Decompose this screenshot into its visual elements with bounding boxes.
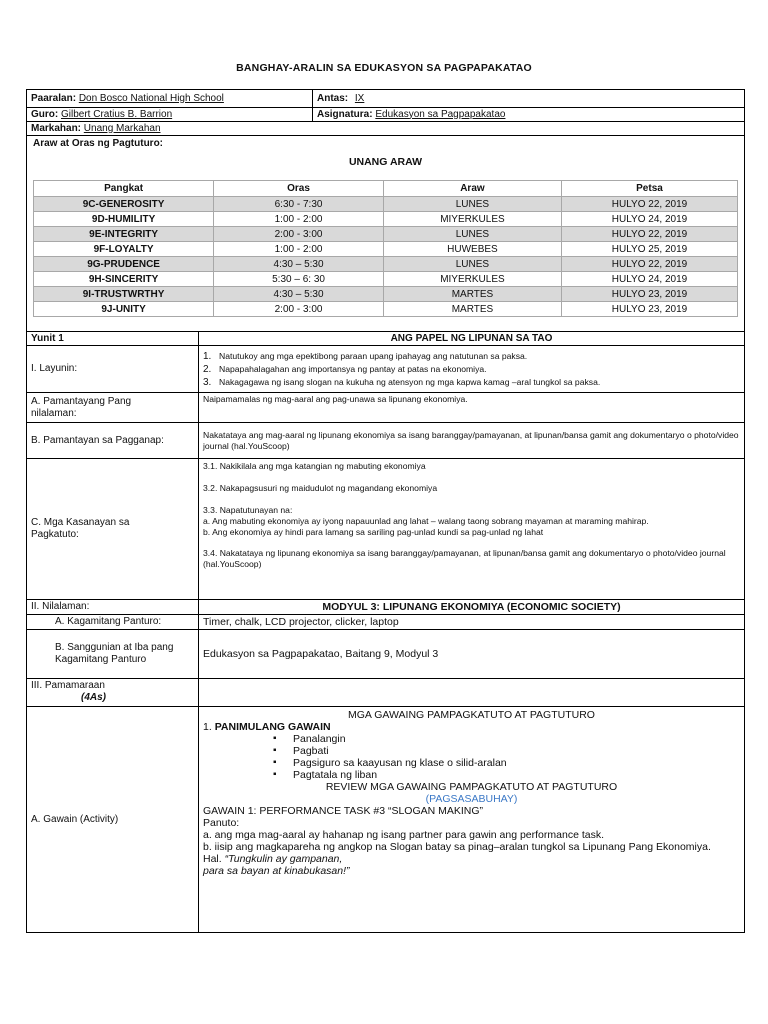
pamantayan-pagganap-text: Nakatataya ang mag-aaral ng lipunang ekonomiya sa isang baranggay/pamayanan, at lipunan/bansa gamit ang dokumentaryo o photo/video journal (hal.YouScoop): [199, 423, 745, 459]
kagamitan-text: Timer, chalk, LCD projector, clicker, laptop: [199, 615, 745, 630]
sanggunian-text: Edukasyon sa Pagpapakatao, Baitang 9, Modyul 3: [199, 630, 745, 679]
guro-label: Guro:: [31, 108, 59, 120]
col-header-pangkat: Pangkat: [34, 181, 214, 197]
pamantayang-nilalaman-label: A. Pamantayang Pang nilalaman:: [27, 393, 199, 423]
asignatura-value: Edukasyon sa Pagpapakatao: [375, 108, 506, 120]
kasanayan-label: C. Mga Kasanayan sa Pagkatuto:: [27, 459, 199, 600]
layunin-row: [27, 346, 745, 393]
asignatura-label: Asignatura:: [317, 108, 373, 120]
unit-label: Yunit 1: [27, 332, 199, 346]
kasanayan-subitem: b. Ang ekonomiya ay hindi para lamang sa sariling pag-unlad kundi sa pag-unlad ng lahat: [203, 527, 544, 537]
col-header-araw: Araw: [383, 181, 561, 197]
asignatura-cell: [313, 108, 745, 122]
cell-pangkat: 9G-PRUDENCE: [34, 257, 214, 272]
schedule-heading: UNANG ARAW: [348, 156, 423, 168]
cell-pangkat: 9D-HUMILITY: [34, 212, 214, 227]
cell-pangkat: 9C-GENEROSITY: [34, 197, 214, 212]
guro-row: [27, 108, 745, 122]
panimula-heading: 1. PANIMULANG GAWAIN: [203, 721, 331, 733]
antas-label: Antas:: [317, 92, 349, 104]
cell-petsa: HULYO 22, 2019: [561, 227, 737, 242]
halimbawa-line-2: para sa bayan at kinabukasan!”: [203, 865, 350, 877]
col-header-oras: Oras: [214, 181, 384, 197]
list-item: 2. Napapahalagahan ang importansya ng pantay at patas na ekonomiya.: [203, 363, 487, 375]
cell-araw: LUNES: [383, 227, 561, 242]
col-header-petsa: Petsa: [561, 181, 737, 197]
panuto-label: Panuto:: [203, 817, 240, 829]
guro-cell: [27, 108, 313, 122]
schedule-row: [27, 136, 745, 332]
list-item: ▪ Panalangin: [293, 733, 740, 745]
cell-petsa: HULYO 23, 2019: [561, 287, 737, 302]
schedule-row-item: [34, 272, 738, 287]
pamantayang-nilalaman-text: Naipamamalas ng mag-aaral ang pag-unawa sa lipunang ekonomiya.: [199, 393, 745, 423]
cell-pangkat: 9I-TRUSTWRTHY: [34, 287, 214, 302]
pamamaraan-empty: [199, 679, 745, 707]
layunin-cell: [199, 346, 745, 393]
markahan-cell: [27, 122, 745, 136]
cell-araw: MARTES: [383, 287, 561, 302]
modyul-title: MODYUL 3: LIPUNANG EKONOMIYA (ECONOMIC SOCIETY): [199, 600, 745, 615]
kagamitan-label: A. Kagamitang Panturo:: [27, 615, 199, 630]
cell-oras: 4:30 – 5:30: [214, 257, 384, 272]
kasanayan-cell: [199, 459, 745, 600]
lesson-plan-table: [26, 89, 745, 933]
panuto-b: b. iisip ang magkapareha ng angkop na Slogan batay sa pinag–aralan tungkol sa Lipunang Pang Ekonomiya.: [203, 841, 711, 853]
pamantayan-pagganap-row: [27, 423, 745, 459]
nilalaman-row: [27, 600, 745, 615]
cell-petsa: HULYO 22, 2019: [561, 197, 737, 212]
gawain-cell: [199, 707, 745, 933]
nilalaman-label: II. Nilalaman:: [27, 600, 199, 615]
cell-oras: 4:30 – 5:30: [214, 287, 384, 302]
list-item: 1. Natutukoy ang mga epektibong paraan upang ipahayag ang natutunan sa paksa.: [203, 350, 528, 362]
cell-petsa: HULYO 22, 2019: [561, 257, 737, 272]
pamantayan-pagganap-label: B. Pamantayan sa Pagganap:: [27, 423, 199, 459]
kasanayan-item: 3.2. Nakapagsusuri ng maidudulot ng magandang ekonomiya: [203, 483, 438, 493]
antas-cell: [313, 90, 745, 108]
list-item: ▪ Pagtatala ng liban: [293, 769, 740, 781]
paaralan-cell: [27, 90, 313, 108]
cell-araw: MIYERKULES: [383, 212, 561, 227]
cell-araw: MARTES: [383, 302, 561, 317]
schedule-header-row: [34, 181, 738, 197]
schedule-row-item: [34, 227, 738, 242]
review-heading: REVIEW MGA GAWAING PAMPAGKATUTO AT PAGTUTURO: [325, 781, 618, 793]
markahan-value: Unang Markahan: [83, 122, 161, 134]
cell-araw: HUWEBES: [383, 242, 561, 257]
schedule-table: [33, 180, 738, 317]
cell-petsa: HULYO 23, 2019: [561, 302, 737, 317]
guro-value: Gilbert Cratius B. Barrion: [61, 108, 173, 120]
kagamitan-row: [27, 615, 745, 630]
cell-oras: 6:30 - 7:30: [214, 197, 384, 212]
schedule-row-item: [34, 212, 738, 227]
cell-pangkat: 9H-SINCERITY: [34, 272, 214, 287]
sanggunian-label: B. Sanggunian at Iba pang Kagamitang Panturo: [27, 630, 199, 679]
cell-oras: 2:00 - 3:00: [214, 302, 384, 317]
schedule-row-item: [34, 257, 738, 272]
cell-pangkat: 9J-UNITY: [34, 302, 214, 317]
sanggunian-row: [27, 630, 745, 679]
pamamaraan-label: III. Pamamaraan (4As): [27, 679, 199, 707]
schedule-row-item: [34, 302, 738, 317]
gawain-heading: MGA GAWAING PAMPAGKATUTO AT PAGTUTURO: [348, 709, 595, 721]
panimula-list: [203, 733, 740, 781]
kasanayan-item: 3.4. Nakatataya ng lipunang ekonomiya sa isang baranggay/pamayanan, at lipunan/bansa gamit ang dokumentaryo o photo/video journal (hal.YouScoop): [203, 548, 726, 569]
schedule-row-item: [34, 197, 738, 212]
cell-pangkat: 9E-INTEGRITY: [34, 227, 214, 242]
cell-oras: 5:30 – 6: 30: [214, 272, 384, 287]
unit-row: [27, 332, 745, 346]
paaralan-value: Don Bosco National High School: [78, 92, 224, 104]
schedule-row-item: [34, 242, 738, 257]
antas-value: IX: [354, 92, 365, 104]
paaralan-label: Paaralan:: [31, 92, 77, 104]
cell-oras: 1:00 - 2:00: [214, 242, 384, 257]
list-item: 3. Nakagagawa ng isang slogan na kukuha ng atensyon ng mga kapwa kamag –aral tungkol sa paksa.: [203, 376, 601, 388]
pamamaraan-sub: (4As): [81, 692, 107, 703]
paaralan-row: [27, 90, 745, 108]
cell-oras: 1:00 - 2:00: [214, 212, 384, 227]
markahan-row: [27, 122, 745, 136]
pagsasabuhay-label: (PAGSASABUHAY): [425, 793, 518, 805]
schedule-row-item: [34, 287, 738, 302]
unit-title: ANG PAPEL NG LIPUNAN SA TAO: [199, 332, 745, 346]
cell-araw: MIYERKULES: [383, 272, 561, 287]
document-title: BANGHAY-ARALIN SA EDUKASYON SA PAGPAPAKATAO: [236, 62, 532, 74]
gawain-row: [27, 707, 745, 933]
markahan-label: Markahan:: [31, 122, 82, 134]
kasanayan-item: 3.3. Napatutunayan na:: [203, 505, 293, 515]
cell-araw: LUNES: [383, 257, 561, 272]
list-item: ▪ Pagsiguro sa kaayusan ng klase o silid-aralan: [293, 757, 740, 769]
cell-oras: 2:00 - 3:00: [214, 227, 384, 242]
schedule-cell: [27, 136, 745, 332]
pamamaraan-row: [27, 679, 745, 707]
pamantayang-nilalaman-row: [27, 393, 745, 423]
kasanayan-item: 3.1. Nakikilala ang mga katangian ng mabuting ekonomiya: [203, 461, 426, 471]
task-title: GAWAIN 1: PERFORMANCE TASK #3 “SLOGAN MAKING”: [203, 805, 484, 817]
halimbawa: Hal. “Tungkulin ay gampanan,: [203, 853, 343, 865]
layunin-label: I. Layunin:: [27, 346, 199, 393]
araw-oras-label: Araw at Oras ng Pagtuturo:: [33, 138, 164, 149]
gawain-label: A. Gawain (Activity): [27, 707, 199, 933]
kasanayan-row: [27, 459, 745, 600]
cell-araw: LUNES: [383, 197, 561, 212]
kasanayan-subitem: a. Ang mabuting ekonomiya ay iyong napauunlad ang lahat – walang taong sobrang mayaman at maraming mahirap.: [203, 516, 649, 526]
cell-pangkat: 9F-LOYALTY: [34, 242, 214, 257]
cell-petsa: HULYO 24, 2019: [561, 212, 737, 227]
list-item: ▪ Pagbati: [293, 745, 740, 757]
cell-petsa: HULYO 24, 2019: [561, 272, 737, 287]
panuto-a: a. ang mga mag-aaral ay hahanap ng isang partner para gawin ang performance task.: [203, 829, 604, 841]
layunin-list: [203, 350, 740, 389]
cell-petsa: HULYO 25, 2019: [561, 242, 737, 257]
